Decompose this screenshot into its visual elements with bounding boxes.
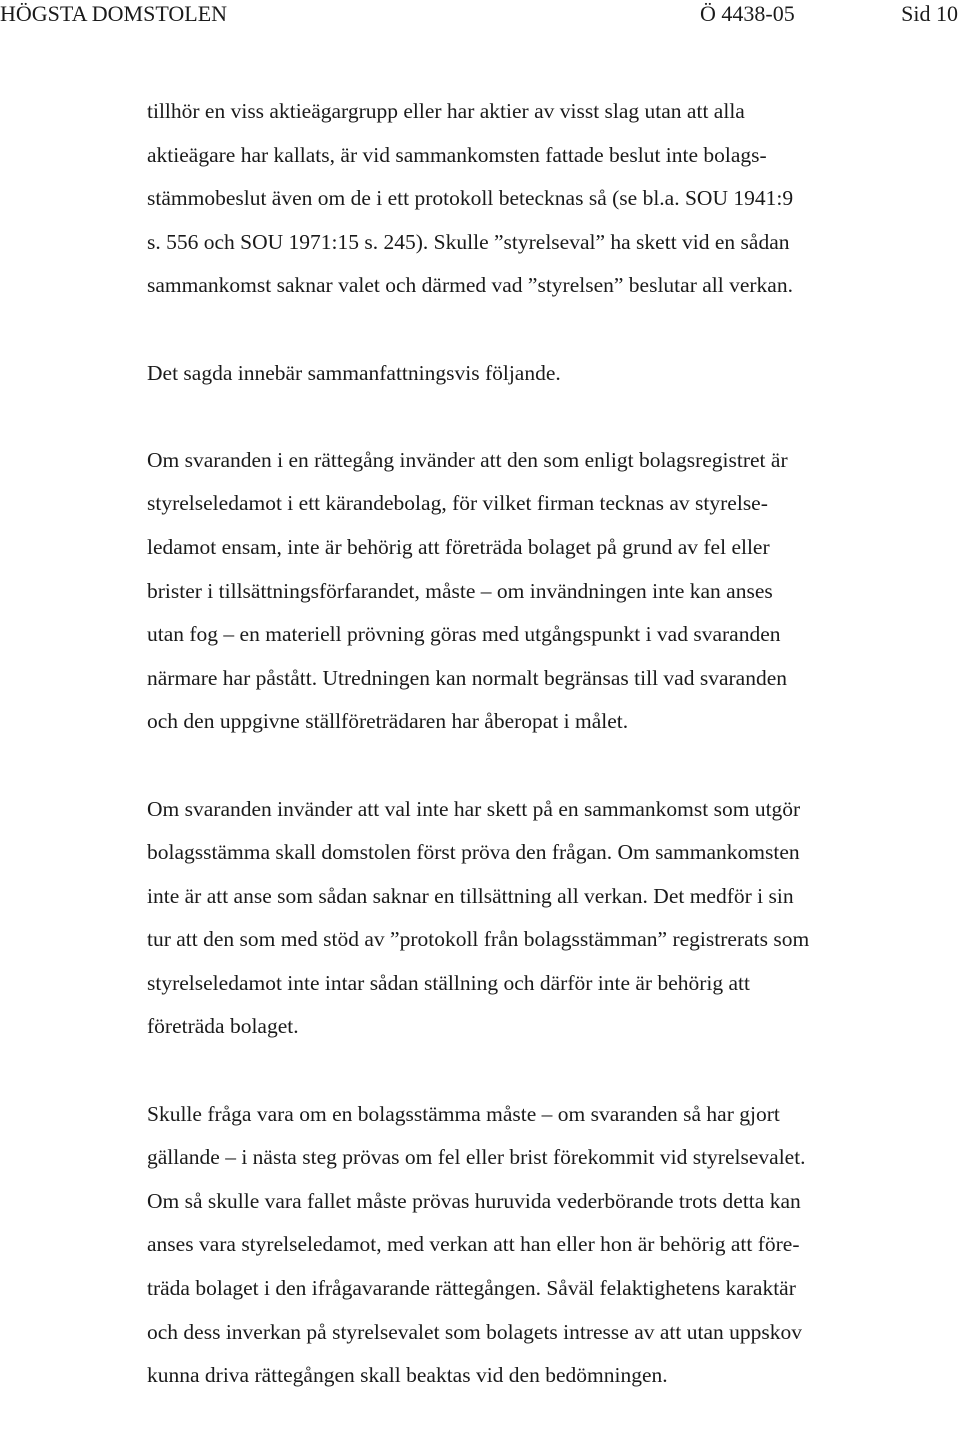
text-line: bolagsstämma skall domstolen först pröva den frågan. Om sammankomsten (147, 840, 800, 865)
text-line: inte är att anse som sådan saknar en tillsättning all verkan. Det medför i sin (147, 883, 794, 908)
text-line: tillhör en viss aktieägargrupp eller har aktier av visst slag utan att alla (147, 99, 745, 123)
text-line: s. 556 och SOU 1971:15 s. 245). Skulle ”styrelseval” ha skett vid en sådan (147, 229, 790, 254)
text-line: och dess inverkan på styrelsevalet som bolagets intresse av att utan uppskov (147, 1319, 802, 1344)
text-line: och den uppgivne ställföreträdaren har åberopat i målet. (147, 709, 629, 734)
text-line: tur att den som med stöd av ”protokoll från bolagsstämman” registrerats som (147, 927, 810, 952)
text-line: brister i tillsättningsförfarandet, måste – om invändningen inte kan anses (147, 578, 773, 603)
text-line: styrelseledamot i ett kärandebolag, för vilket firman tecknas av styrelse- (147, 491, 768, 516)
text-line: närmare har påstått. Utredningen kan normalt begränsas till vad svaranden (147, 665, 787, 690)
page-number: Sid 10 (901, 1, 958, 26)
paragraph (147, 788, 947, 1050)
text-line: sammankomst saknar valet och därmed vad ”styrelsen” beslutar all verkan. (147, 273, 793, 298)
text-line: aktieägare har kallats, är vid sammankomsten fattade beslut inte bolags- (147, 142, 767, 167)
text-line: anses vara styrelseledamot, med verkan att han eller hon är behörig att före- (147, 1232, 800, 1257)
text-line: Det sagda innebär sammanfattningsvis följande. (147, 360, 561, 385)
text-line: utan fog – en materiell prövning göras med utgångspunkt i vad svaranden (147, 622, 781, 647)
text-line: ledamot ensam, inte är behörig att företräda bolaget på grund av fel eller (147, 534, 770, 559)
text-line: gällande – i nästa steg prövas om fel eller brist förekommit vid styrelsevalet. (147, 1145, 806, 1170)
text-line: Skulle fråga vara om en bolagsstämma måste – om svaranden så har gjort (147, 1101, 780, 1126)
page-header (0, 0, 960, 34)
case-number: Ö 4438-05 (700, 1, 795, 26)
court-name: HÖGSTA DOMSTOLEN (0, 1, 228, 26)
document-body (147, 90, 947, 1398)
text-line: Om svaranden i en rättegång invänder att den som enligt bolagsregistret är (147, 447, 788, 472)
paragraph (147, 1093, 947, 1398)
paragraph (147, 90, 947, 308)
text-line: kunna driva rättegången skall beaktas vid den bedömningen. (147, 1363, 668, 1388)
text-line: Om så skulle vara fallet måste prövas huruvida vederbörande trots detta kan (147, 1188, 801, 1213)
paragraph (147, 352, 947, 396)
text-line: Om svaranden invänder att val inte har skett på en sammankomst som utgör (147, 796, 801, 821)
text-line: styrelseledamot inte intar sådan ställning och därför inte är behörig att (147, 970, 750, 995)
text-line: företräda bolaget. (147, 1014, 299, 1039)
text-line: stämmobeslut även om de i ett protokoll betecknas så (se bl.a. SOU 1941:9 (147, 186, 794, 211)
paragraph (147, 439, 947, 744)
text-line: träda bolaget i den ifrågavarande rättegången. Såväl felaktighetens karaktär (147, 1276, 796, 1301)
